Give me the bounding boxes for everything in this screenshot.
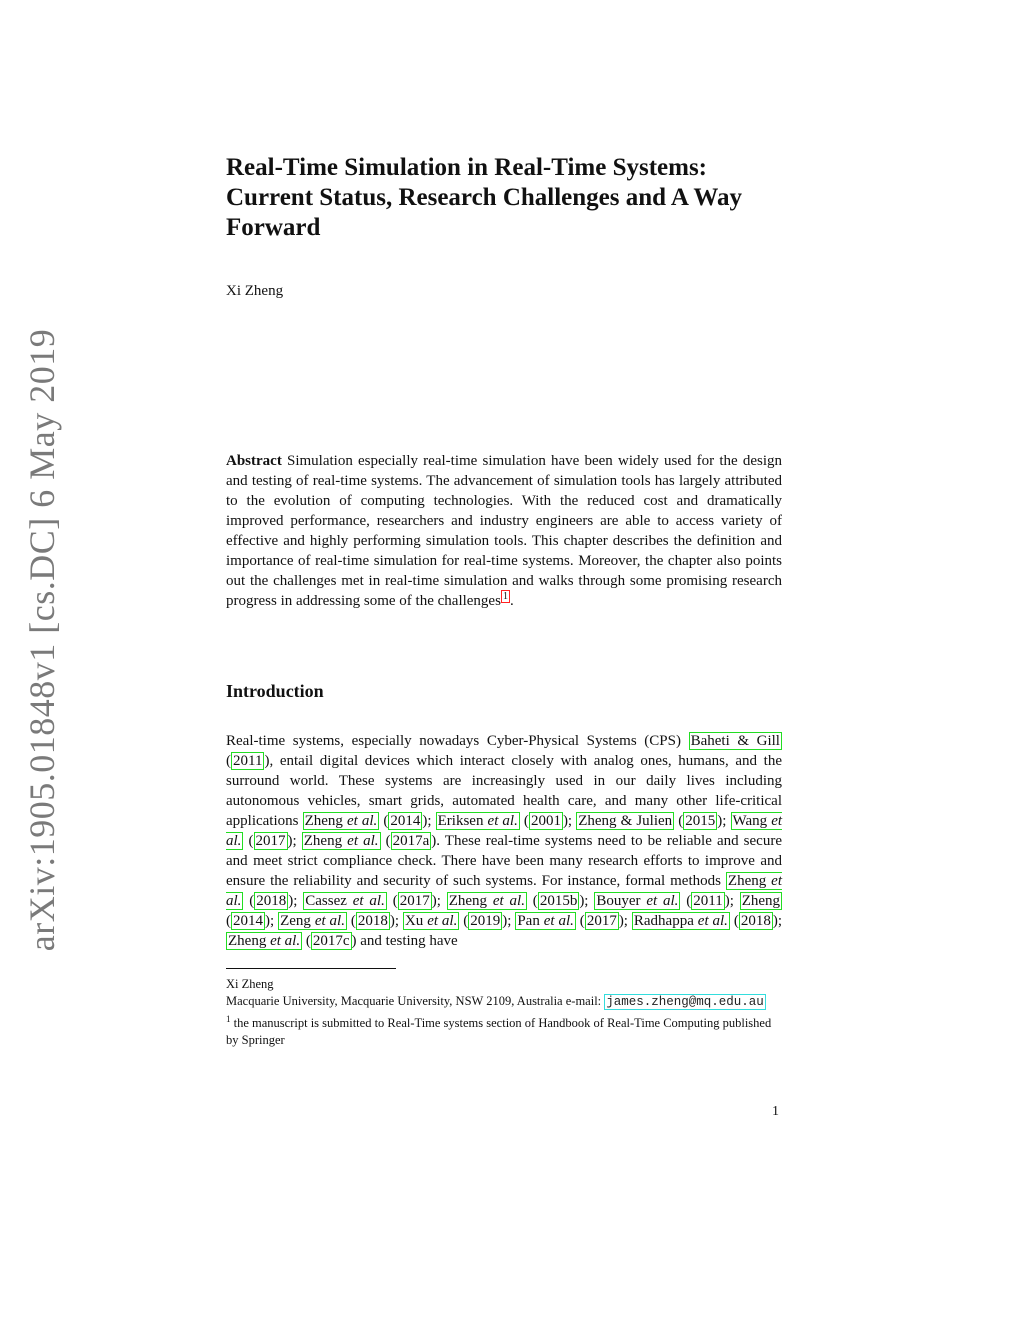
text-run: ( <box>302 933 311 949</box>
text-run: ). These real-time systems need to be reliable and secure and meet strict compliance check. There have been many research efforts to improve and ensure the reliability and security of such systems. For instance, formal methods <box>226 833 782 889</box>
footnote-text: the manuscript is submitted to Real-Time systems section of Handbook of Real-Time Computing published by Springer <box>226 1016 772 1047</box>
citation-year-link[interactable]: 2014 <box>390 813 421 829</box>
citation-year-link[interactable]: 2001 <box>530 813 561 829</box>
text-run: ); <box>717 813 731 829</box>
author-name: Xi Zheng <box>226 283 284 299</box>
citation-link[interactable]: Zheng et al. <box>303 833 379 849</box>
footnote-affiliation <box>226 993 782 1011</box>
citation-year-link[interactable]: 2018 <box>256 893 287 909</box>
citation-year-link[interactable]: 2017 <box>399 893 430 909</box>
text-run: ( <box>386 893 398 909</box>
text-run: ( <box>379 813 389 829</box>
text-run: ); <box>772 913 783 929</box>
text-run: ( <box>729 913 739 929</box>
text-run: ), entail digital devices which interact closely with analog ones, humans, and the surround world. These systems are increasingly used in our daily lives including autonomous vehicles, smart grids, automated health care, and many other life-critical applications <box>226 753 782 829</box>
citation-link[interactable]: Zheng <box>741 893 781 909</box>
citation-link[interactable]: Bouyer et al. <box>596 893 679 909</box>
abstract-end: . <box>509 593 514 609</box>
text-run: ( <box>680 893 692 909</box>
text-run: ( <box>243 893 255 909</box>
citation-link[interactable]: Zheng & Julien <box>578 813 673 829</box>
title-line: Real-Time Simulation in Real-Time Systems: <box>226 154 708 181</box>
arxiv-margin-stamp: arXiv:1905.01848v1 [cs.DC] 6 May 2019 <box>22 328 62 952</box>
text-run: ) and testing have <box>351 933 458 949</box>
footnote-note <box>226 1015 782 1049</box>
text-run: ( <box>243 833 254 849</box>
citation-year-link[interactable]: 2014 <box>233 913 263 929</box>
citation-link[interactable]: Zheng et al. <box>448 893 525 909</box>
citation-year-link[interactable]: 2018 <box>740 913 771 929</box>
text-run: ); <box>422 813 436 829</box>
abstract-text: Simulation especially real-time simulation have been widely used for the design and testing of real-time systems. The advancement of simulation tools has largely attributed to the evolution of computing technologies. With the reduced cost and dramatically improved performance, researchers and industry engineers are able to access variety of effective and highly performing simulation tools. This chapter describes the definition and importance of real-time simulation for real-time systems. Moreover, the chapter also points out the challenges met in real-time simulation and walks through some promising research progress in addressing some of the challenges <box>226 453 782 609</box>
citation-year-link[interactable]: 2015 <box>685 813 716 829</box>
text-run: ( <box>526 893 538 909</box>
citation-year-link[interactable]: 2017 <box>255 833 286 849</box>
citation-year-link[interactable]: 2018 <box>357 913 388 929</box>
citation-year-link[interactable]: 2011 <box>693 893 723 909</box>
text-run: ( <box>519 813 529 829</box>
text-run: ); <box>389 913 403 929</box>
text-run: ); <box>562 813 577 829</box>
text-run: ( <box>575 913 585 929</box>
text-run: ); <box>618 913 632 929</box>
footnote-author: Xi Zheng <box>226 977 274 991</box>
citation-link[interactable]: Baheti & Gill <box>690 733 780 749</box>
text-run: ( <box>346 913 356 929</box>
text-run: ); <box>579 893 595 909</box>
citation-link[interactable]: Zheng et al. <box>228 933 301 949</box>
abstract <box>226 451 782 611</box>
footnotes <box>226 976 782 1049</box>
citation-year-link[interactable]: 2017 <box>586 913 617 929</box>
text-run: ); <box>724 893 740 909</box>
introduction-paragraph <box>226 731 782 951</box>
text-run: ( <box>459 913 469 929</box>
citation-link[interactable]: Radhappa et al. <box>633 913 728 929</box>
text-run: ); <box>287 833 302 849</box>
citation-link[interactable]: Wang et al. <box>226 813 783 849</box>
citation-link[interactable]: Zheng et al. <box>226 873 782 909</box>
footnote-divider <box>226 968 396 969</box>
citation-link[interactable]: Pan et al. <box>517 913 574 929</box>
citation-year-link[interactable]: 2019 <box>470 913 501 929</box>
citation-link[interactable]: Cassez et al. <box>305 893 385 909</box>
text-run: Real-time systems, especially nowadays Cyber-Physical Systems (CPS) <box>226 733 689 749</box>
citation-year-link[interactable]: 2017c <box>312 933 350 949</box>
text-run: ); <box>431 893 447 909</box>
text-run: ); <box>265 913 279 929</box>
citation-link[interactable]: Zeng et al. <box>280 913 345 929</box>
citation-year-link[interactable]: 2015b <box>539 893 578 909</box>
text-run: ( <box>380 833 391 849</box>
citation-link[interactable]: Zheng et al. <box>304 813 378 829</box>
paper-title <box>226 153 782 243</box>
text-run: ( <box>226 753 231 769</box>
citation-link[interactable]: Eriksen et al. <box>437 813 518 829</box>
section-heading-introduction: Introduction <box>226 681 324 701</box>
title-line: Current Status, Research Challenges and A Way <box>226 184 743 211</box>
text-run: ( <box>674 813 684 829</box>
title-line: Forward <box>226 214 321 241</box>
footnote-mark: 1 <box>226 1013 231 1024</box>
text-run: ); <box>288 893 304 909</box>
citation-link[interactable]: Xu et al. <box>404 913 458 929</box>
citation-year-link[interactable]: 2011 <box>233 753 263 769</box>
text-run: ); <box>502 913 516 929</box>
citation-year-link[interactable]: 2017a <box>392 833 430 849</box>
email-link[interactable]: james.zheng@mq.edu.au <box>606 995 764 1009</box>
footnote-ref-link[interactable]: 1 <box>502 591 508 602</box>
affiliation-text: Macquarie University, Macquarie University, NSW 2109, Australia e-mail: <box>226 994 605 1008</box>
abstract-label: Abstract <box>226 453 282 469</box>
page-number: 1 <box>772 1104 779 1119</box>
text-run: ( <box>226 913 231 929</box>
